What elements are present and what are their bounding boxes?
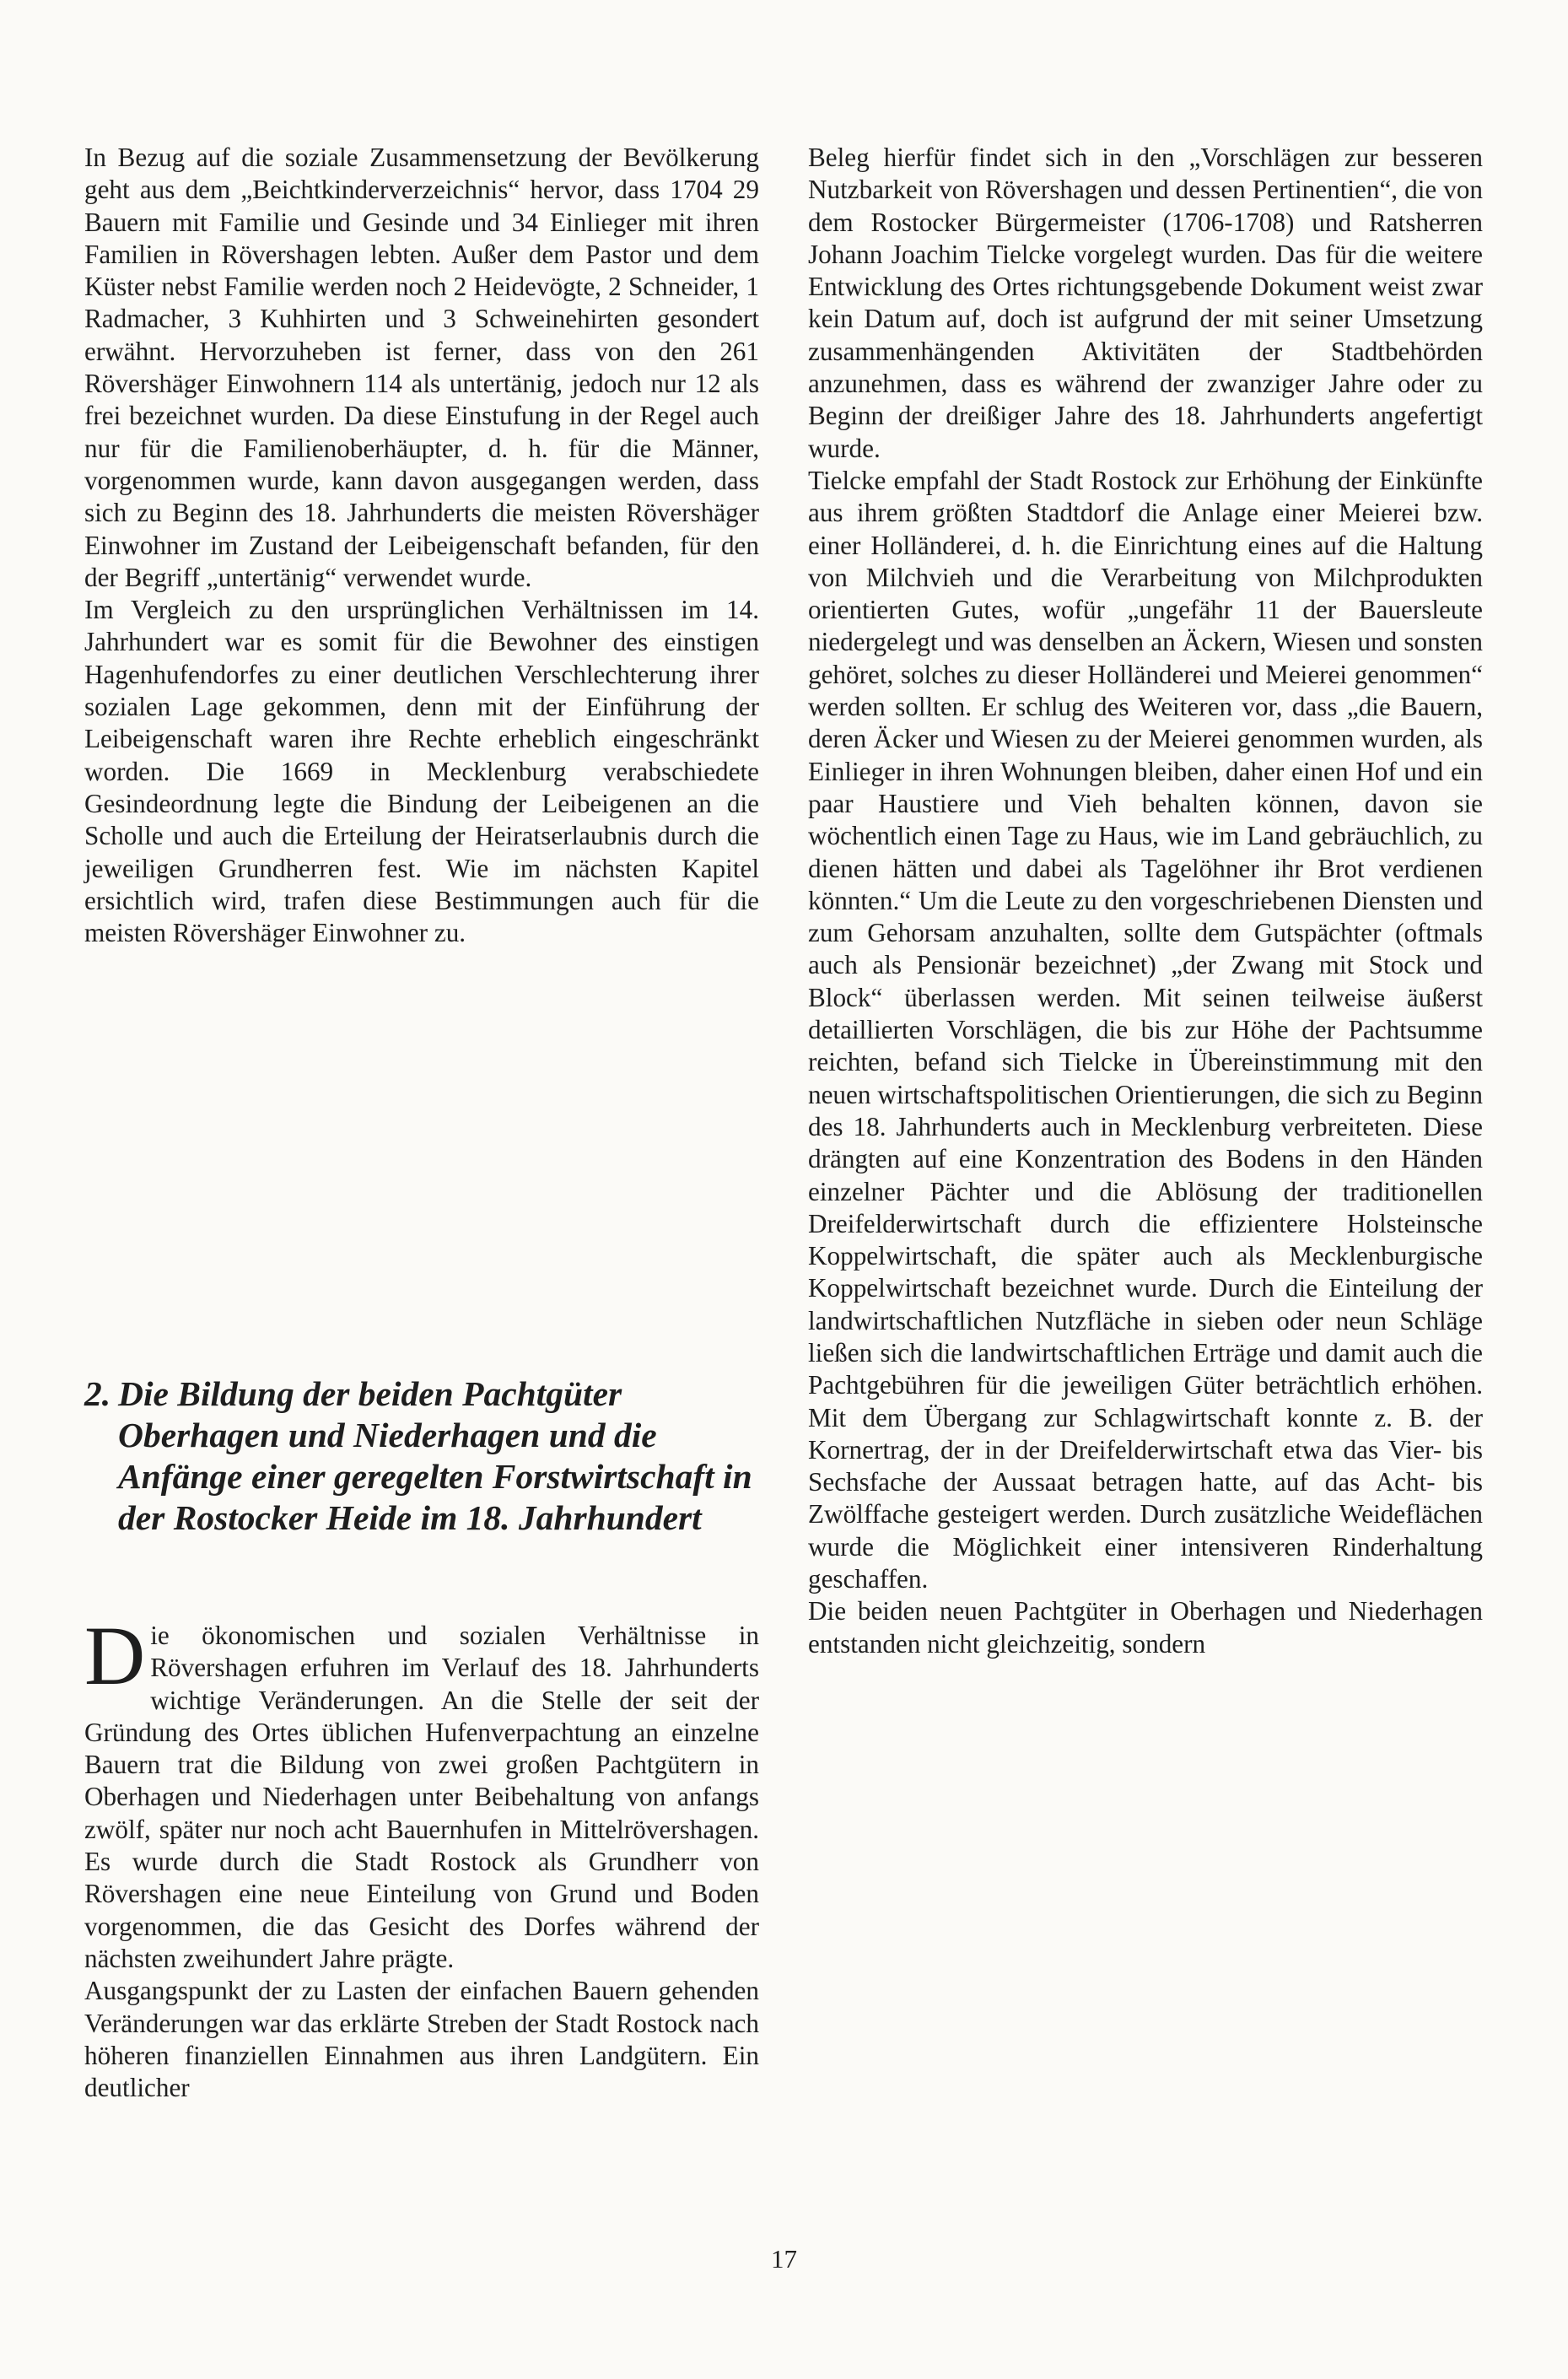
paragraph (84, 1609, 759, 1975)
paragraph: Im Vergleich zu den ursprünglichen Verhältnissen im 14. Jahrhundert war es somit für die Bewohner des einstigen Hagenhufendorfes zu einer deutlichen Verschlechterung ihrer sozialen Lage gekommen, denn mit der Einführung der Leibeigenschaft waren ihre Rechte erheblich eingeschränkt worden. Die 1669 in Mecklenburg verabschiedete Gesindeordnung legte die Bindung der Leibeigenen an die Scholle und auch die Erteilung der Heiratserlaubnis durch die jeweiligen Grundherren fest. Wie im nächsten Kapitel ersichtlich wird, trafen diese Bestimmungen auch für die meisten Rövershäger Einwohner zu. (84, 595, 759, 948)
paragraph: In Bezug auf die soziale Zusammensetzung der Bevölkerung geht aus dem „Beichtkinderverzeichnis“ hervor, dass 1704 29 Bauern mit Familie und Gesinde und 34 Einlieger mit ihren Familien in Rövershagen lebten. Außer dem Pastor und dem Küster nebst Familie werden noch 2 Heidevögte, 2 Schneider, 1 Radmacher, 3 Kuhhirten und 3 Schweinehirten gesondert erwähnt. Hervorzuheben ist ferner, dass von den 261 Rövershäger Einwohnern 114 als untertänig, jedoch nur 12 als frei bezeichnet wurden. Da diese Einstufung in der Regel auch nur für die Familienoberhäupter, d. h. für die Männer, vorgenommen wurde, kann davon ausgegangen werden, dass sich zu Beginn des 18. Jahrhunderts die meisten Rövershäger Einwohner im Zustand der Leibeigenschaft befanden, für den der Begriff „untertänig“ verwendet wurde. (84, 143, 759, 592)
drop-cap: D (84, 1609, 146, 1702)
paragraph: Ausgangspunkt der zu Lasten der einfachen Bauern gehenden Veränderungen war das erklärte Streben der Stadt Rostock nach höheren finanziellen Einnahmen aus ihren Landgütern. Ein deutlicher (84, 1976, 759, 2103)
paragraph: Beleg hierfür findet sich in den „Vorschlägen zur besseren Nutzbarkeit von Rövershagen und dessen Pertinentien“, die von dem Rostocker Bürgermeister (1706-1708) und Ratsherren Johann Joachim Tielcke vorgelegt wurden. Das für die weitere Entwicklung des Ortes richtungsgebende Dokument weist zwar kein Datum auf, doch ist aufgrund der mit seiner Umsetzung zusammenhängenden Aktivitäten der Stadtbehörden anzunehmen, dass es während der zwanziger Jahre oder zu Beginn der dreißiger Jahre des 18. Jahrhunderts angefertigt wurde. (808, 143, 1483, 463)
section-body (84, 1609, 759, 2104)
section-number: 2. (84, 1374, 111, 1413)
paragraph-text: ie ökonomischen und sozialen Verhältnisse in Rövershagen erfuhren im Verlauf des 18. Jahrhunderts wichtige Veränderungen. An die Stelle der seit der Gründung des Ortes üblichen Hufenverpachtung an einzelne Bauern trat die Bildung von zwei großen Pachtgütern in Oberhagen und Niederhagen unter Beibehaltung von anfangs zwölf, später nur noch acht Bauernhufen in Mittelrövershagen. Es wurde durch die Stadt Rostock als Grundherr von Rövershagen eine neue Einteilung von Grund und Boden vorgenommen, die das Gesicht des Dorfes während der nächsten zweihundert Jahre prägte. (84, 1621, 759, 1973)
paragraph: Tielcke empfahl der Stadt Rostock zur Erhöhung der Einkünfte aus ihrem größten Stadtdorf die Anlage einer Meierei bzw. einer Holländerei, d. h. die Einrichtung eines auf die Haltung von Milchvieh und die Verarbeitung von Milchprodukten orientierten Gutes, wofür „ungefähr 11 der Bauersleute niedergelegt und was denselben an Äckern, Wiesen und sonsten gehöret, solches zu dieser Holländerei und Meierei genommen“ werden sollten. Er schlug des Weiteren vor, dass „die Bauern, deren Äcker und Wiesen zu der Meierei genommen wurden, als Einlieger in ihren Wohnungen bleiben, daher einen Hof und ein paar Haustiere und Vieh behalten können, davon sie wöchentlich einen Tage zu Haus, wie im Land gebräuchlich, zu dienen hätten und dabei als Tagelöhner ihr Brot verdienen könnten.“ Um die Leute zu den vorgeschriebenen Diensten und zum Gehorsam anzuhalten, sollte dem Gutspächter (oftmals auch als Pensionär bezeichnet) „der Zwang mit Stock und Block“ überlassen werden. Mit seinen teilweise äußerst detaillierten Vorschlägen, die bis zur Höhe der Pachtsumme reichten, befand sich Tielcke in Übereinstimmung mit den neuen wirtschaftspolitischen Orientierungen, die sich zu Beginn des 18. Jahrhunderts auch in Mecklenburg verbreiteten. Diese drängten auf eine Konzentration des Bodens in den Händen einzelner Pächter und die Ablösung der traditionellen Dreifelderwirtschaft durch die effizientere Holsteinsche Koppelwirtschaft, die später auch als Mecklenburgische Koppelwirtschaft bezeichnet wurde. Durch die Einteilung der landwirtschaftlichen Nutzfläche in sieben oder neun Schläge ließen sich die landwirtschaftlichen Erträge und damit auch die Pachtgebühren für die jeweiligen Güter beträchtlich erhöhen. Mit dem Übergang zur Schlagwirtschaft konnte z. B. der Kornertrag, der in der Dreifelderwirtschaft etwa das Vier- bis Sechsfache der Aussaat betragen hatte, auf das Acht- bis Zwölffache gesteigert werden. Durch zusätzliche Weideflächen wurde die Möglichkeit einer intensiveren Rinderhaltung geschaffen. (808, 465, 1483, 1594)
right-column (808, 142, 1483, 1660)
section-heading (84, 1373, 768, 1539)
section-title: Die Bildung der beiden Pachtgüter Oberhagen und Niederhagen und die Anfänge einer geregelten Forstwirtschaft in der Rostocker Heide im 18. Jahrhundert (118, 1374, 752, 1537)
left-column (84, 142, 759, 949)
paragraph: Die beiden neuen Pachtgüter in Oberhagen und Niederhagen entstanden nicht gleichzeitig, sondern (808, 1596, 1483, 1659)
page-number: 17 (771, 2244, 797, 2274)
